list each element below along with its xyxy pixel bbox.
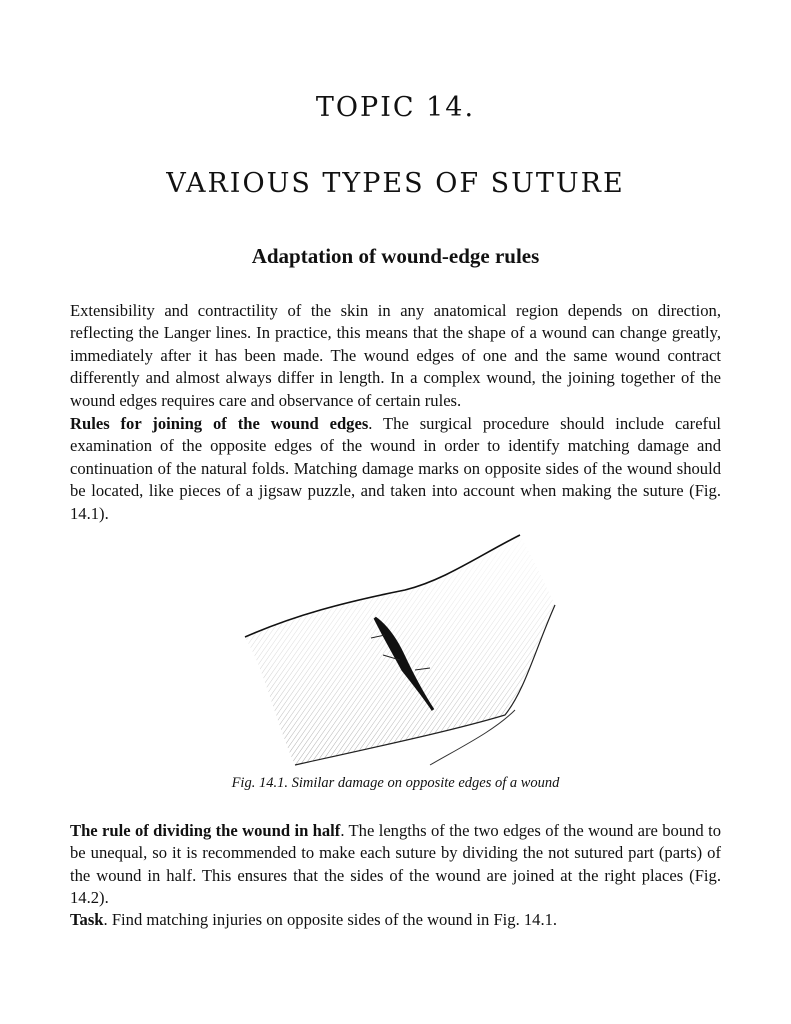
section-heading: Adaptation of wound-edge rules — [251, 244, 540, 268]
wound-drawing — [235, 530, 565, 770]
task-text: . Find matching injuries on opposite sides of the wound in Fig. 14.1. — [103, 910, 558, 929]
topic-number: TOPIC 14. — [315, 92, 476, 123]
task-paragraph — [70, 909, 721, 931]
figure-caption: Fig. 14.1. Similar damage on opposite edges of a wound — [231, 775, 560, 791]
rules-paragraph — [70, 413, 721, 525]
rules-text: . The surgical procedure should include careful examination of the opposite edges of the wound in order to identify matching damage and continuation of the natural folds. Matching damage marks on opposite sides of the wound should be located, like pieces of a jigsaw puzzle, and taken into account when making the suture (Fig. 14.1). — [70, 414, 721, 523]
task-label: Task — [70, 910, 104, 929]
rules-label: Rules for joining of the wound edges — [70, 414, 369, 433]
half-rule-label: The rule of dividing the wound in half — [70, 821, 341, 840]
page-title: VARIOUS TYPES OF SUTURE — [166, 168, 625, 199]
intro-paragraph: Extensibility and contractility of the skin in any anatomical region depends on direction, reflecting the Langer lines. In practice, this means that the shape of a wound can change greatly, immediately after it has been made. The wound edges of one and the same wound contract differently and almost always differ in length. In a complex wound, the joining together of the wound edges requires care and observance of certain rules. — [70, 301, 721, 410]
wound-illustration — [235, 530, 565, 770]
half-rule-paragraph — [70, 820, 721, 910]
half-rule-text: . The lengths of the two edges of the wound are bound to be unequal, so it is recommended to make each suture by dividing the not sutured part (parts) of the wound in half. This ensures that the sides of the wound are joined at the right places (Fig. 14.2). — [70, 821, 721, 908]
